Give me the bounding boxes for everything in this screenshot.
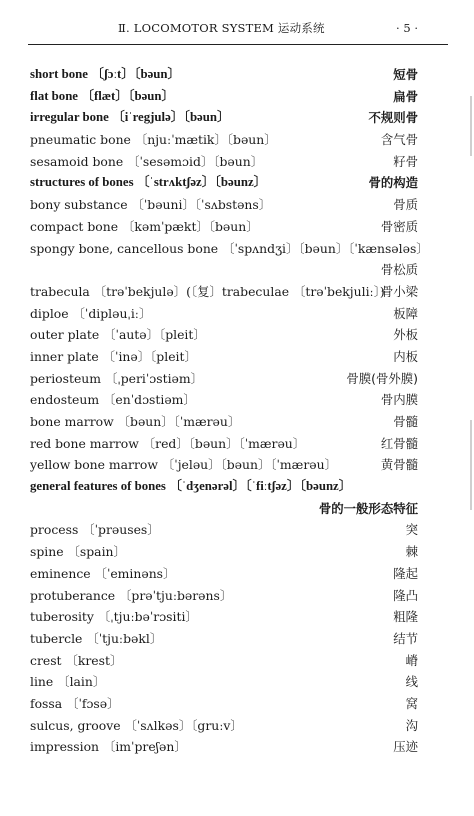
glossary-entry xyxy=(30,411,418,433)
english-term: sesamoid bone 〔ˈsesəmɔid〕〔bəun〕 xyxy=(30,153,264,169)
glossary-entry xyxy=(30,194,418,216)
english-term: spongy bone, cancellous bone 〔ˈspʌndʒi〕〔bəun〕〔ˈkænsələs〕 xyxy=(30,240,429,256)
english-term: periosteum 〔ˌperiˈɔstiəm〕 xyxy=(30,370,204,386)
english-term: short bone 〔ʃɔːt〕〔bəun〕 xyxy=(30,67,181,81)
chinese-term: 骨密质 xyxy=(380,218,418,234)
running-title: Ⅱ. LOCOMOTOR SYSTEM 运动系统 xyxy=(118,21,325,35)
glossary-entry xyxy=(30,86,418,108)
glossary-entry xyxy=(30,433,418,455)
english-term: spine 〔spain〕 xyxy=(30,544,126,560)
chinese-term: 骨的构造 xyxy=(368,175,418,191)
chinese-term: 红骨髓 xyxy=(380,435,418,451)
english-term: crest 〔krest〕 xyxy=(30,652,123,668)
glossary-entry xyxy=(30,585,418,607)
chinese-term: 内板 xyxy=(393,348,418,364)
chinese-term: 骨松质 xyxy=(380,262,418,278)
english-term: trabecula 〔trəˈbekjulə〕(〔复〕trabeculae 〔trəˈbekjuliː〕) xyxy=(30,283,385,299)
english-term: pneumatic bone 〔njuːˈmætik〕〔bəun〕 xyxy=(30,132,277,148)
chinese-term: 短骨 xyxy=(393,67,418,82)
chinese-term: 骨膜(骨外膜) xyxy=(346,370,418,386)
english-term: diploe 〔ˈdipləuˌiː〕 xyxy=(30,305,152,321)
glossary-entry xyxy=(30,606,418,628)
glossary-entry xyxy=(30,216,418,238)
english-term: protuberance 〔prəˈtjuːbərəns〕 xyxy=(30,587,233,603)
chinese-term: 骨的一般形态特征 xyxy=(318,500,418,516)
glossary-entry xyxy=(30,172,418,194)
chinese-term: 棘 xyxy=(405,544,418,560)
glossary-list xyxy=(30,64,429,758)
glossary-entry xyxy=(30,693,418,715)
english-term: bony substance 〔ˈbəuni〕〔ˈsʌbstəns〕 xyxy=(30,197,272,213)
glossary-entry xyxy=(30,324,418,346)
chinese-term: 板障 xyxy=(393,305,418,321)
chinese-term: 隆凸 xyxy=(393,587,418,603)
english-term: process 〔ˈprəuses〕 xyxy=(30,522,160,538)
glossary-entry xyxy=(30,476,418,498)
chinese-term: 骨髓 xyxy=(393,414,418,429)
glossary-entry xyxy=(30,454,418,476)
chinese-term: 结节 xyxy=(393,630,418,646)
english-term: structures of bones 〔ˈstrʌktʃəz〕〔bəunz〕 xyxy=(30,175,267,190)
page-header xyxy=(0,18,474,38)
glossary-entry xyxy=(30,519,418,541)
chinese-term: 籽骨 xyxy=(393,153,418,169)
glossary-entry xyxy=(30,64,418,86)
english-term: red bone marrow 〔red〕〔bəun〕〔ˈmærəu〕 xyxy=(30,435,306,451)
english-term: tuberosity 〔ˌtjuːbəˈrɔsiti〕 xyxy=(30,609,198,625)
chinese-term: 外板 xyxy=(393,327,418,343)
glossary-entry xyxy=(30,151,418,173)
glossary-entry xyxy=(30,628,418,650)
glossary-entry xyxy=(30,389,418,411)
glossary-entry xyxy=(30,107,418,129)
english-term: endosteum 〔enˈdɔstiəm〕 xyxy=(30,392,196,408)
english-term: line 〔lain〕 xyxy=(30,674,106,690)
english-term: compact bone 〔kəmˈpækt〕〔bəun〕 xyxy=(30,218,259,234)
scan-edge-mark xyxy=(470,420,472,510)
english-term: impression 〔imˈpreʃən〕 xyxy=(30,739,187,755)
english-term: flat bone 〔flæt〕〔bəun〕 xyxy=(30,88,175,103)
english-term: sulcus, groove 〔ˈsʌlkəs〕〔gruːv〕 xyxy=(30,717,243,733)
page-number: · 5 · xyxy=(396,21,418,35)
chinese-term: 粗隆 xyxy=(393,609,418,625)
glossary-entry xyxy=(30,541,418,563)
glossary-entry xyxy=(30,563,418,585)
glossary-entry xyxy=(30,129,418,151)
glossary-entry xyxy=(30,498,418,520)
glossary-entry xyxy=(30,259,418,281)
chinese-term: 沟 xyxy=(405,717,418,733)
chinese-term: 黄骨髓 xyxy=(380,457,418,473)
english-term: outer plate 〔ˈautə〕〔pleit〕 xyxy=(30,327,206,343)
glossary-entry xyxy=(30,346,418,368)
chinese-term: 压迹 xyxy=(393,739,418,755)
chinese-term: 突 xyxy=(405,522,418,538)
glossary-entry xyxy=(30,368,418,390)
glossary-entry xyxy=(30,650,418,672)
english-term: inner plate 〔ˈinə〕〔pleit〕 xyxy=(30,348,197,364)
chinese-term: 嵴 xyxy=(405,652,418,668)
chinese-term: 扁骨 xyxy=(393,88,418,104)
english-term: yellow bone marrow 〔ˈjeləu〕〔bəun〕〔ˈmærəu〕 xyxy=(30,457,337,473)
chinese-term: 线 xyxy=(405,674,418,690)
english-term: irregular bone 〔iˈregjulə〕〔bəun〕 xyxy=(30,110,230,125)
chinese-term: 骨小梁 xyxy=(380,283,418,299)
chinese-term: 不规则骨 xyxy=(368,110,418,126)
glossary-entry xyxy=(30,238,429,260)
chinese-term: 骨内膜 xyxy=(380,392,418,408)
glossary-entry xyxy=(30,715,418,737)
english-term: fossa 〔ˈfɔsə〕 xyxy=(30,695,120,711)
chinese-term: 窝 xyxy=(405,695,418,711)
chinese-term: 含气骨 xyxy=(380,132,418,148)
glossary-entry xyxy=(30,281,418,303)
glossary-entry xyxy=(30,303,418,325)
header-rule xyxy=(28,44,448,45)
chinese-term: 骨质 xyxy=(393,197,418,213)
english-term: tubercle 〔ˈtjuːbəkl〕 xyxy=(30,630,163,646)
english-term: general features of bones 〔ˈdʒenərəl〕〔ˈfiːtʃəz〕〔bəunz〕 xyxy=(30,479,352,494)
chinese-term: 隆起 xyxy=(393,565,418,581)
glossary-entry xyxy=(30,671,418,693)
scan-edge-mark xyxy=(470,96,472,156)
english-term: bone marrow 〔bəun〕〔ˈmærəu〕 xyxy=(30,414,241,429)
glossary-entry xyxy=(30,736,418,758)
english-term: eminence 〔ˈeminəns〕 xyxy=(30,565,176,581)
